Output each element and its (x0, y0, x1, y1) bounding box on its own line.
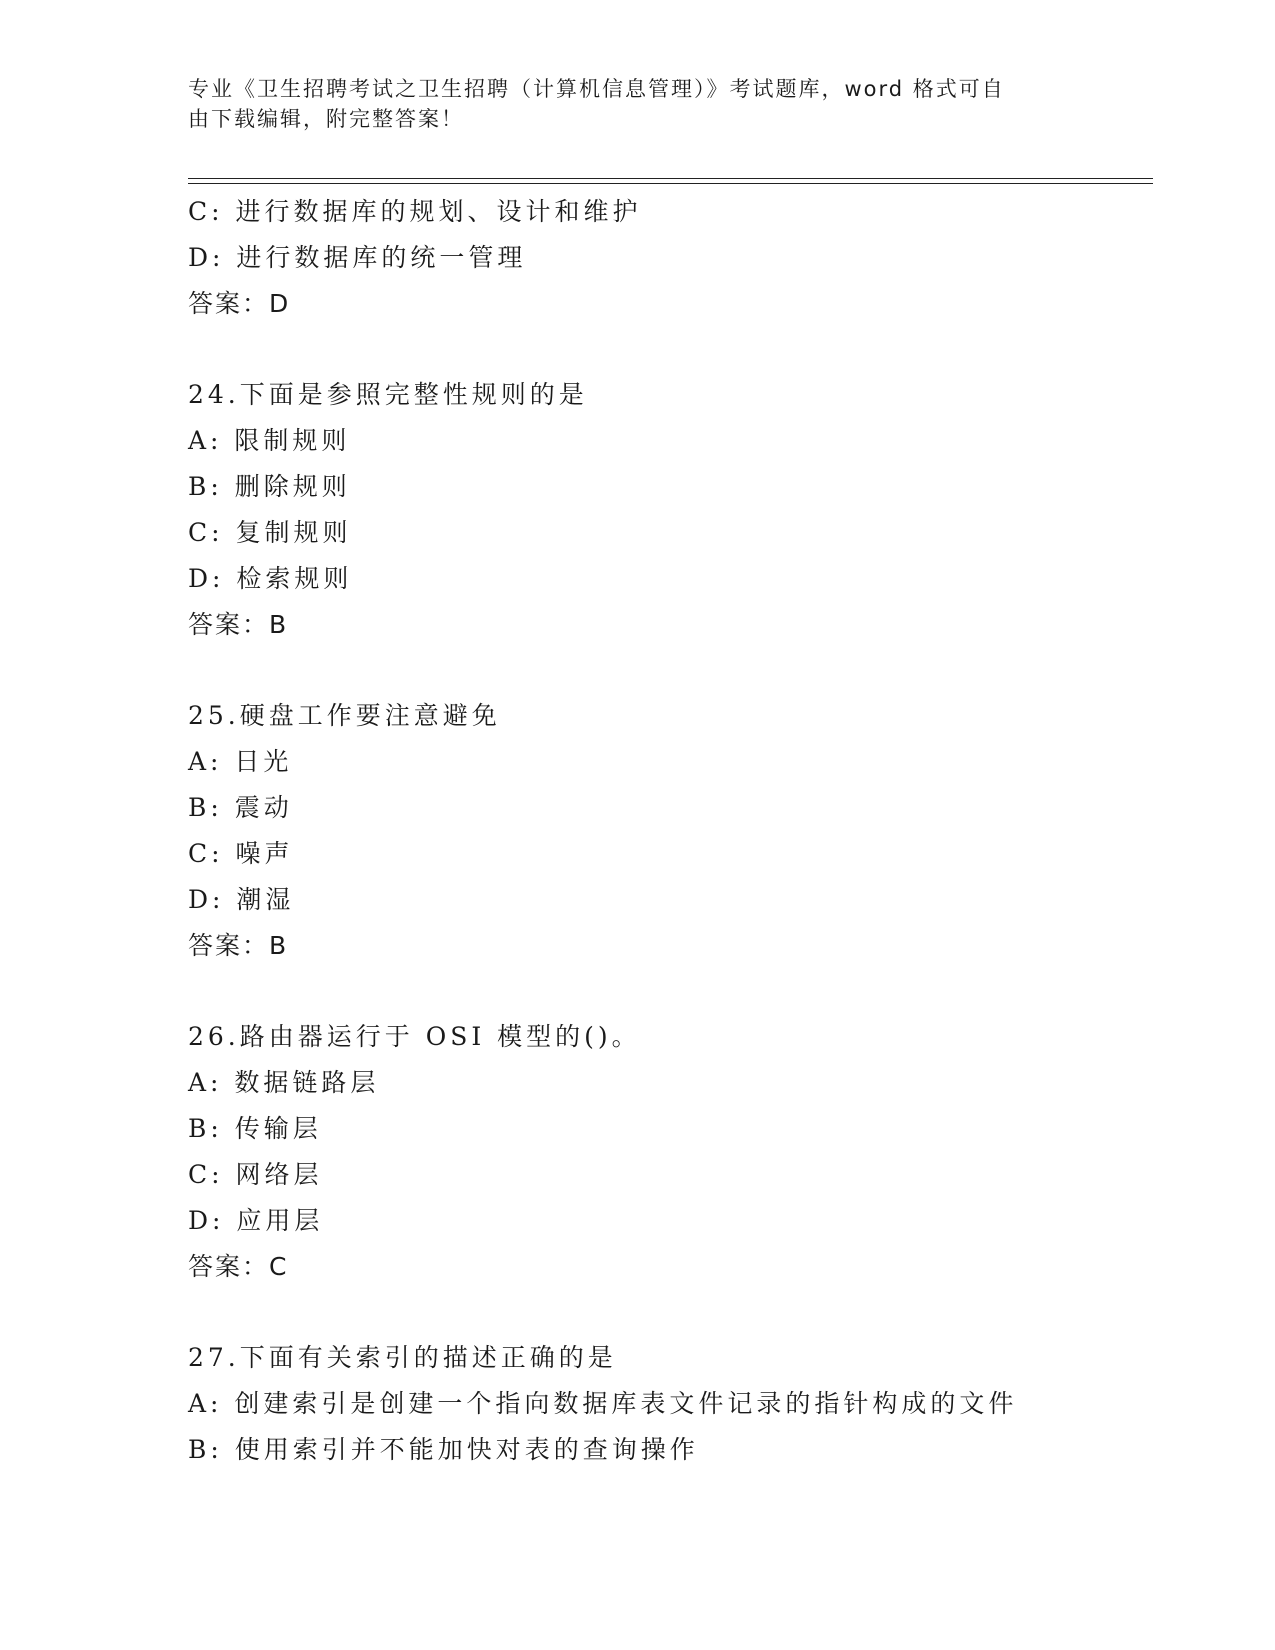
question-text: 25.硬盘工作要注意避免 (188, 701, 501, 730)
answer: 答案：B (188, 610, 289, 639)
question-text: 26.路由器运行于 OSI 模型的()。 (188, 1022, 641, 1051)
option-a: A: 数据链路层 (188, 1068, 380, 1097)
option-a: A: 限制规则 (188, 426, 351, 455)
question-27 (188, 1335, 1148, 1473)
header-line-2: 由下载编辑，附完整答案！ (188, 107, 464, 131)
option-a: A: 创建索引是创建一个指向数据库表文件记录的指针构成的文件 (188, 1389, 1018, 1418)
option-d: D: 应用层 (188, 1206, 324, 1235)
question-24 (188, 372, 1148, 648)
question-25 (188, 693, 1148, 969)
header-divider-bottom (188, 183, 1153, 184)
spacer (188, 327, 1148, 372)
answer: 答案：D (188, 289, 291, 318)
spacer (188, 1290, 1148, 1335)
option-d: D: 进行数据库的统一管理 (188, 243, 527, 272)
option-d: D: 检索规则 (188, 564, 353, 593)
option-b: B: 删除规则 (188, 472, 351, 501)
document-header (188, 74, 1068, 134)
option-b: B: 传输层 (188, 1114, 322, 1143)
question-list (188, 189, 1148, 1473)
option-c: C: 进行数据库的规划、设计和维护 (188, 197, 642, 226)
option-c: C: 网络层 (188, 1160, 323, 1189)
header-line-1: 专业《卫生招聘考试之卫生招聘（计算机信息管理）》考试题库，word 格式可自 (188, 77, 1005, 101)
answer: 答案：C (188, 1252, 289, 1281)
answer: 答案：B (188, 931, 289, 960)
option-c: C: 噪声 (188, 839, 294, 868)
question-26 (188, 1014, 1148, 1290)
spacer (188, 648, 1148, 693)
option-a: A: 日光 (188, 747, 293, 776)
question-23 (188, 189, 1148, 327)
question-text: 24.下面是参照完整性规则的是 (188, 380, 588, 409)
option-b: B: 震动 (188, 793, 293, 822)
option-d: D: 潮湿 (188, 885, 295, 914)
header-divider-top (188, 178, 1153, 179)
spacer (188, 969, 1148, 1014)
question-text: 27.下面有关索引的描述正确的是 (188, 1343, 617, 1372)
option-b: B: 使用索引并不能加快对表的查询操作 (188, 1435, 699, 1464)
option-c: C: 复制规则 (188, 518, 352, 547)
